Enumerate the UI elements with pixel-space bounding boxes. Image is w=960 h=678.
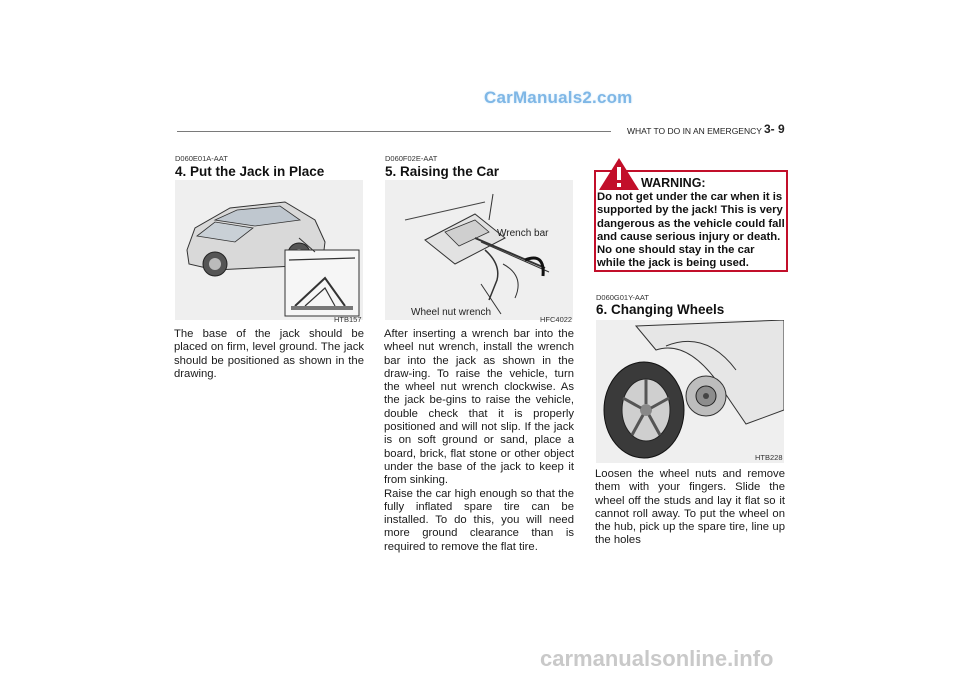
heading-raising-car: 5. Raising the Car (385, 164, 500, 179)
wrench-jack-illustration (385, 180, 573, 320)
warning-title: WARNING: (641, 176, 706, 190)
heading-put-jack: 4. Put the Jack in Place (175, 164, 325, 179)
label-wrench-bar: Wrench bar (497, 228, 549, 239)
wheel-hub-illustration (596, 320, 784, 463)
car-jack-illustration (175, 180, 363, 320)
figure-ref-htb157: HTB157 (334, 315, 362, 324)
section-code-6: D060G01Y-AAT (596, 293, 649, 302)
figure-changing-wheels (596, 320, 784, 463)
figure-raising-car (385, 180, 573, 320)
figure-ref-hfc4022: HFC4022 (540, 315, 573, 324)
page-number: 3- 9 (764, 122, 785, 136)
warning-text: Do not get under the car when it is supported by the jack! This is very dangerous as the vehicle could fall and cause serious injury or death. No one should stay in the car while the jack is being used. (597, 191, 785, 270)
section-code-5: D060F02E-AAT (385, 154, 438, 163)
watermark-bottom: carmanualsonline.info (540, 646, 774, 671)
label-wheel-nut-wrench: Wheel nut wrench (411, 307, 492, 318)
heading-changing-wheels: 6. Changing Wheels (596, 302, 725, 317)
header-rule (177, 131, 611, 132)
watermark-top: CarManuals2.com (484, 88, 633, 107)
running-header-section: WHAT TO DO IN AN EMERGENCY (627, 126, 762, 136)
body-text-raising: After inserting a wrench bar into the wheel nut wrench, install the wrench bar into the jack as shown in the draw-ing. To raise the vehicle, turn the wheel nut wrench clockwise. As the jack be-gins to raise the vehicle, double check that it is properly positioned and will not slip. If the jack is on soft ground or sand, place a board, brick, flat stone or other object under the base of the jack to keep it from sinking. Raise the car high enough so that the fully inflated spare tire can be installed. To do this, you will need more ground clearance than is required to remove the flat tire. (384, 328, 574, 553)
body-text-changing: Loosen the wheel nuts and remove them with your fingers. Slide the wheel off the studs and lay it flat so it cannot roll away. To put the wheel on the hub, pick up the spare tire, line up the holes (595, 468, 785, 547)
figure-jack-placement (175, 180, 363, 320)
section-code-4: D060E01A-AAT (175, 154, 228, 163)
warning-triangle-icon (597, 156, 641, 192)
figure-ref-htb228: HTB228 (755, 453, 783, 462)
body-text-jack: The base of the jack should be placed on firm, level ground. The jack should be positioned as shown in the drawing. (174, 328, 364, 380)
